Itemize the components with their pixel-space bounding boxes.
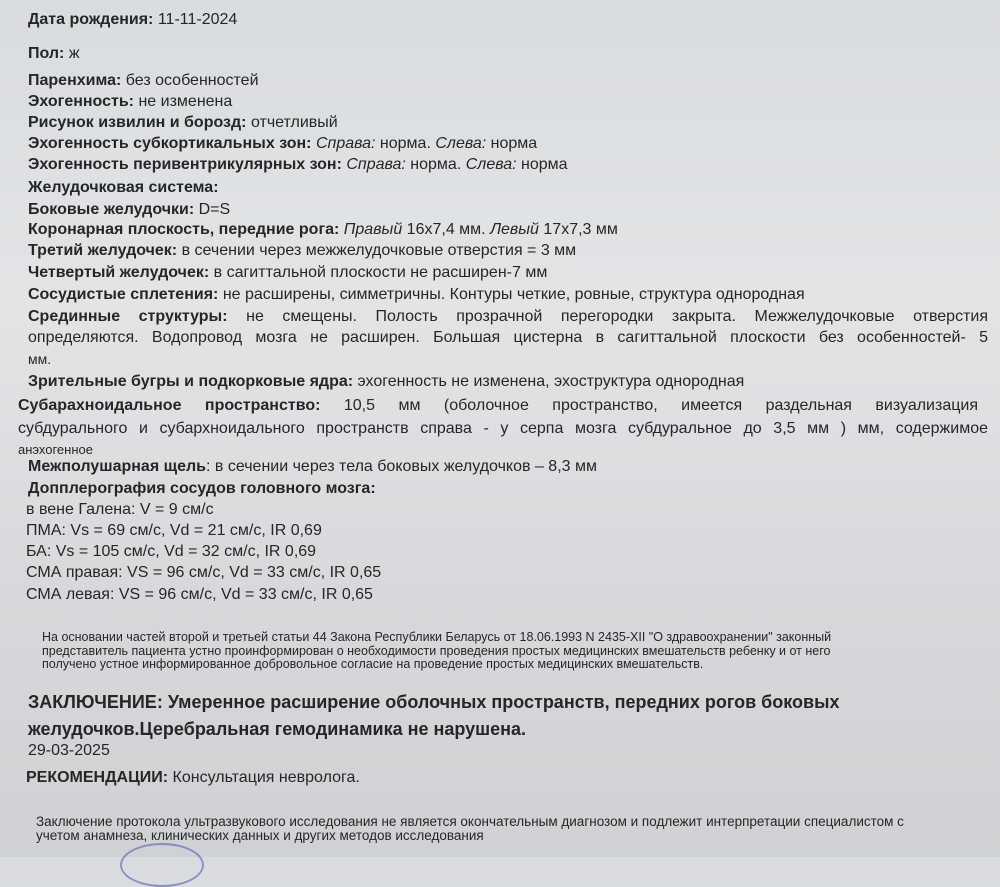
plexus-value: не расширены, симметричны. Контуры четкие, ровные, структура однородная [222,286,805,303]
sma-left-row [26,585,373,605]
coronal-label: Коронарная плоскость, передние рога: [28,221,340,238]
legal-line-1 [42,630,831,644]
conclusion-date-row [28,741,110,761]
ventricular-system-row [28,178,219,198]
parenchyma-row [28,71,259,91]
third-ventricle-label: Третий желудочек: [28,242,178,259]
doppler-row [28,479,376,499]
interhemispheric-label: Межполушарная щель [28,458,206,475]
legal-text-1: На основании частей второй и третьей статьи 44 Закона Республики Беларусь от 18.06.1993 N 2435-XII "О здравоохранении" законный [42,630,832,644]
echogenicity-row [28,92,232,112]
echogenicity-value: не изменена [138,93,233,110]
periventricular-left-value: норма [521,156,568,173]
periventricular-right-value: норма. [410,156,462,173]
third-ventricle-value: в сечении через межжелудочковые отверстия = 3 мм [181,242,577,259]
ba-row [26,542,316,562]
periventricular-left-label: Слева: [465,156,517,173]
plexus-row [28,285,805,305]
footer-line-2 [36,829,484,843]
periventricular-row [28,155,568,175]
fourth-ventricle-row [28,263,547,283]
gyri-value: отчетливый [250,114,338,131]
legal-text-3: получено устное информированное добровольное согласие на проведение простых медицинских вмешательств. [42,657,704,671]
ba-value: БА: Vs = 105 см/с, Vd = 32 см/с, IR 0,69 [26,543,317,560]
subcortical-right-label: Справа: [315,135,376,152]
sex-row [28,44,80,64]
subarachnoid-row [18,396,978,416]
legal-text-2: представитель пациента устно проинформирован о необходимости проведения простых медицинских вмешательств ребенку и от него [42,644,831,658]
coronal-left-label: Левый [490,221,539,238]
midline-value-2: определяются. Водопровод мозга не расширен. Большая цистерна в сагиттальной плоскости без особенностей- 5 [28,329,988,346]
periventricular-right-label: Справа: [346,156,406,173]
midline-row [28,307,988,327]
sma-right-value: СМА правая: VS = 96 см/с, Vd = 33 см/с, IR 0,65 [26,564,382,581]
conclusion-text-1: Умеренное расширение оболочных пространств, передних рогов боковых [167,692,840,712]
interhemispheric-row [28,457,597,477]
subcortical-left-value: норма [490,135,538,152]
recommendations-row [26,768,360,788]
pma-row [26,521,322,541]
sma-right-row [26,563,381,583]
ventricular-system-label: Желудочковая система: [28,179,219,196]
subcortical-label: Эхогенность субкортикальных зон: [28,135,312,152]
birth-date-row [28,10,237,30]
lateral-ventricles-value: D=S [198,201,231,218]
legal-line-3 [42,657,703,671]
periventricular-label: Эхогенность перивентрикулярных зон: [28,156,342,173]
gyri-label: Рисунок извилин и борозд: [28,114,247,131]
coronal-right-label: Правый [343,221,403,238]
stamp-mark [120,843,204,887]
parenchyma-value: без особенностей [125,72,259,89]
subarachnoid-label: Субарахноидальное пространство: [18,397,321,414]
sma-left-value: СМА левая: VS = 96 см/с, Vd = 33 см/с, IR 0,65 [26,586,373,603]
birth-date-value: 11-11-2024 [157,11,238,28]
footer-text-1: Заключение протокола ультразвукового исследования не является окончательным диагнозом и подлежит интерпретации специалистом с [36,814,904,829]
thalamus-value: эхогенность не изменена, эхоструктура однородная [357,373,745,390]
gyri-row [28,113,338,133]
subarachnoid-value-1: 10,5 мм (оболочное пространство, имеется раздельная визуализация [343,397,978,414]
coronal-right-value: 16x7,4 мм. [406,221,486,238]
plexus-label: Сосудистые сплетения: [28,286,219,303]
parenchyma-label: Паренхима: [28,72,122,89]
midline-value-3: мм. [28,351,52,367]
birth-date-label: Дата рождения: [28,11,154,28]
midline-value-1: не смещены. Полость прозрачной перегородки закрыта. Межжелудочковые отверстия [246,308,988,325]
subarachnoid-value-2: субдурального и субархноидального пространств справа - у серпа мозга субдуральное до 3,5 мм ) мм, содержимое [18,420,988,437]
subcortical-left-label: Слева: [435,135,487,152]
fourth-ventricle-label: Четвертый желудочек: [28,264,210,281]
conclusion-date: 29-03-2025 [28,742,110,759]
footer-line-1 [36,815,904,829]
legal-line-2 [42,644,830,658]
recommendations-label: РЕКОМЕНДАЦИИ: [26,769,169,786]
conclusion-row-2 [28,717,526,741]
conclusion-row [28,690,840,714]
pma-value: ПМА: Vs = 69 см/с, Vd = 21 см/с, IR 0,69 [26,522,322,539]
conclusion-text-2: желудочков.Церебральная гемодинамика не нарушена. [28,719,527,739]
subcortical-row [28,134,537,154]
thalamus-label: Зрительные бугры и подкорковые ядра: [28,373,354,390]
coronal-row [28,220,618,240]
doppler-label: Допплерография сосудов головного мозга: [28,480,376,497]
galen-row [26,500,214,520]
recommendations-value: Консультация невролога. [172,769,360,786]
footer-text-2: учетом анамнеза, клинических данных и других методов исследования [36,828,484,843]
echogenicity-label: Эхогенность: [28,93,135,110]
subcortical-right-value: норма. [379,135,431,152]
subarachnoid-row-2 [18,419,988,439]
midline-row-3 [28,349,51,369]
lateral-ventricles-row [28,200,230,220]
sex-value: ж [68,45,80,62]
coronal-left-value: 17x7,3 мм [543,221,618,238]
galen-value: в вене Галена: V = 9 см/с [26,501,214,518]
interhemispheric-value: : в сечении через тела боковых желудочков – 8,3 мм [206,458,597,475]
sex-label: Пол: [28,45,65,62]
third-ventricle-row [28,241,576,261]
conclusion-label: ЗАКЛЮЧЕНИЕ: [28,692,163,712]
lateral-ventricles-label: Боковые желудочки: [28,201,195,218]
midline-row-2 [28,328,988,348]
fourth-ventricle-value: в сагиттальной плоскости не расширен-7 мм [213,264,548,281]
thalamus-row [28,372,744,392]
subarachnoid-value-3: анэхогенное [18,442,93,457]
midline-label: Срединные структуры: [28,308,228,325]
